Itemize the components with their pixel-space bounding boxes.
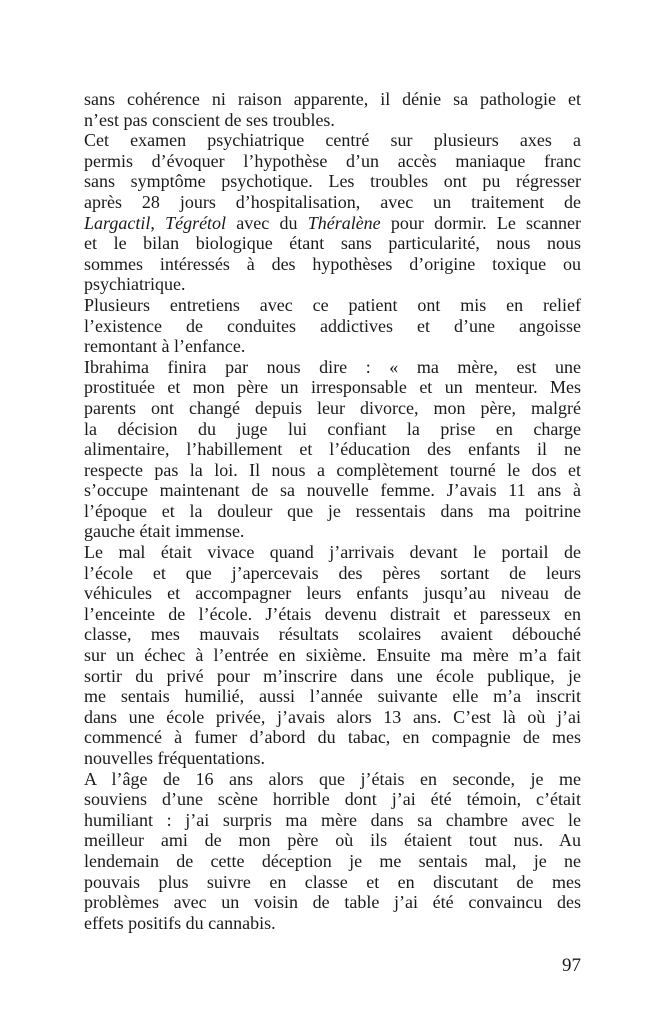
text-line: respecte pas la loi. Il nous a complètement tourné le dos et bbox=[84, 459, 581, 480]
text-line: remontant à l’enfance. bbox=[84, 336, 246, 357]
text-line: la décision du juge lui confiant la prise en charge bbox=[84, 418, 581, 439]
text-line: l’existence de conduites addictives et d’une angoisse bbox=[84, 315, 581, 336]
drug-name: Théralène bbox=[307, 212, 381, 233]
text-line: prostituée et mon père un irresponsable et un menteur. Mes bbox=[84, 377, 581, 398]
text-segment: , bbox=[150, 212, 166, 233]
text-line: psychiatrique. bbox=[84, 274, 186, 295]
paragraph bbox=[84, 89, 581, 130]
text-line: s’occupe maintenant de sa nouvelle femme. J’avais 11 ans à bbox=[84, 480, 581, 501]
paragraph bbox=[84, 769, 581, 934]
paragraph bbox=[84, 357, 581, 542]
text-line: véhicules et accompagner leurs enfants jusqu’au niveau de bbox=[84, 583, 581, 604]
text-line: sortir du privé pour m’inscrire dans une école publique, je bbox=[84, 665, 581, 686]
text-line: pouvais plus suivre en classe et en discutant de mes bbox=[84, 871, 581, 892]
text-line: me sentais humilié, aussi l’année suivante elle m’a inscrit bbox=[84, 686, 581, 707]
text-line: sommes intéressés à des hypothèses d’origine toxique ou bbox=[84, 253, 581, 274]
drug-name: Tégrétol bbox=[165, 212, 227, 233]
page-body-text bbox=[84, 89, 581, 933]
text-line: gauche était immense. bbox=[84, 521, 245, 542]
text-line: commencé à fumer d’abord du tabac, en compagnie de mes bbox=[84, 727, 581, 748]
text-line: dans une école privée, j’avais alors 13 ans. C’est là où j’ai bbox=[84, 706, 581, 727]
text-line: A l’âge de 16 ans alors que j’étais en seconde, je me bbox=[84, 768, 581, 789]
text-line: sans symptôme psychotique. Les troubles ont pu régresser bbox=[84, 171, 581, 192]
text-line: parents ont changé depuis leur divorce, mon père, malgré bbox=[84, 397, 581, 418]
text-segment: pour dormir. Le scanner bbox=[380, 212, 581, 233]
paragraph bbox=[84, 295, 581, 357]
text-line: sur un échec à l’entrée en sixième. Ensuite ma mère m’a fait bbox=[84, 645, 581, 666]
text-line: l’enceinte de l’école. J’étais devenu distrait et paresseux en bbox=[84, 603, 581, 624]
paragraph bbox=[84, 130, 581, 295]
drug-name: Largactil bbox=[84, 212, 151, 233]
text-line: après 28 jours d’hospitalisation, avec un traitement de bbox=[84, 191, 581, 212]
text-line: lendemain de cette déception je me sentais mal, je ne bbox=[84, 850, 581, 871]
text-line: Cet examen psychiatrique centré sur plusieurs axes a bbox=[84, 130, 581, 151]
text-line: effets positifs du cannabis. bbox=[84, 912, 276, 933]
text-line: et le bilan biologique étant sans particularité, nous nous bbox=[84, 233, 581, 254]
paragraph bbox=[84, 542, 581, 769]
text-line: souviens d’une scène horrible dont j’ai été témoin, c’était bbox=[84, 789, 581, 810]
text-line: sans cohérence ni raison apparente, il dénie sa pathologie et bbox=[84, 89, 581, 109]
text-line: humiliant : j’ai surpris ma mère dans sa chambre avec le bbox=[84, 809, 581, 830]
text-line: Ibrahima finira par nous dire : « ma mère, est une bbox=[84, 356, 581, 377]
text-line: problèmes avec un voisin de table j’ai été convaincu des bbox=[84, 892, 581, 913]
text-line: l’époque et la douleur que je ressentais dans ma poitrine bbox=[84, 500, 581, 521]
text-line: meilleur ami de mon père où ils étaient tout nus. Au bbox=[84, 830, 581, 851]
text-line: n’est pas conscient de ses troubles. bbox=[84, 109, 335, 130]
page-number: 97 bbox=[562, 955, 581, 976]
text-line: permis d’évoquer l’hypothèse d’un accès maniaque franc bbox=[84, 150, 581, 171]
text-line: alimentaire, l’habillement et l’éducation des enfants il ne bbox=[84, 439, 581, 460]
text-line: Le mal était vivace quand j’arrivais devant le portail de bbox=[84, 542, 581, 563]
text-line: nouvelles fréquentations. bbox=[84, 748, 265, 768]
text-line bbox=[84, 213, 581, 234]
text-line: classe, mes mauvais résultats scolaires avaient débouché bbox=[84, 624, 581, 645]
text-line: l’école et que j’apercevais des pères sortant de leurs bbox=[84, 562, 581, 583]
text-segment: avec du bbox=[226, 212, 308, 233]
text-line: Plusieurs entretiens avec ce patient ont mis en relief bbox=[84, 294, 581, 315]
